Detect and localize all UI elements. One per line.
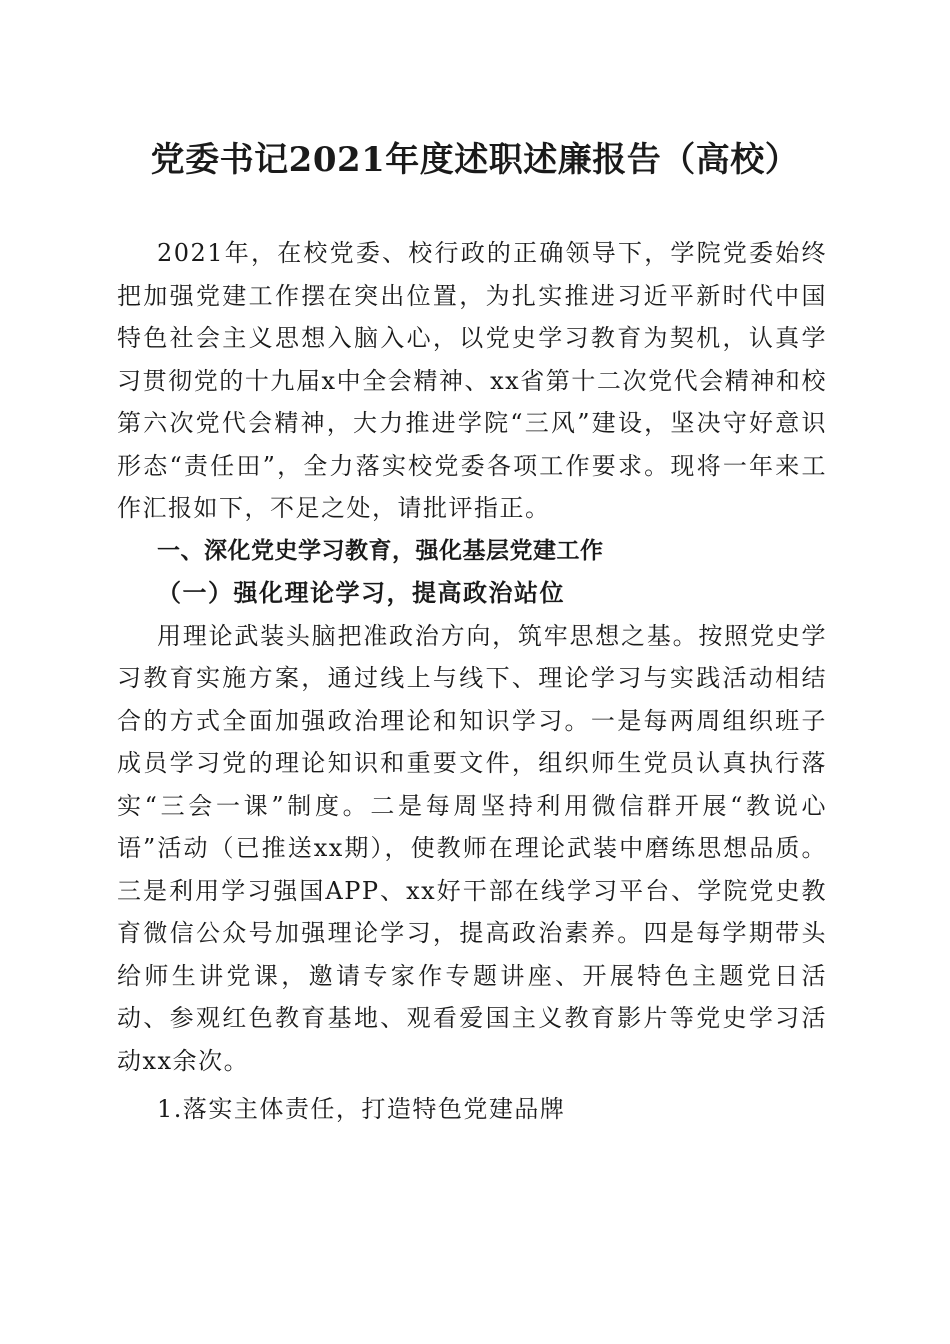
- intro-paragraph: 2021年，在校党委、校行政的正确领导下，学院党委始终把加强党建工作摆在突出位置，为扎实推进习近平新时代中国特色社会主义思想入脑入心，以党史学习教育为契机，认真学习贯彻党的十九届x中全会精神、xx省第十二次党代会精神和校第六次党代会精神，大力推进学院“三风”建设，坚决守好意识形态“责任田”，全力落实校党委各项工作要求。现将一年来工作汇报如下，不足之处，请批评指正。: [117, 239, 827, 522]
- document-title: 党委书记2021年度述职述廉报告（高校）: [150, 140, 800, 180]
- section-heading: 一、深化党史学习教育，强化基层党建工作: [157, 537, 604, 564]
- subsection-heading: （一）强化理论学习，提高政治站位: [157, 578, 565, 607]
- document-body: [117, 232, 827, 1131]
- numbered-item-heading: 1.落实主体责任，打造特色党建品牌: [157, 1095, 566, 1123]
- subsection-paragraph: 用理论武装头脑把准政治方向，筑牢思想之基。按照党史学习教育实施方案，通过线上与线下、理论学习与实践活动相结合的方式全面加强政治理论和知识学习。一是每两周组织班子成员学习党的理论知识和重要文件，组织师生党员认真执行落实“三会一课”制度。二是每周坚持利用微信群开展“教说心语”活动（已推送xx期），使教师在理论武装中磨练思想品质。三是利用学习强国APP、xx好干部在线学习平台、学院党史教育微信公众号加强理论学习，提高政治素养。四是每学期带头给师生讲党课，邀请专家作专题讲座、开展特色主题党日活动、参观红色教育基地、观看爱国主义教育影片等党史学习活动xx余次。: [117, 621, 827, 1075]
